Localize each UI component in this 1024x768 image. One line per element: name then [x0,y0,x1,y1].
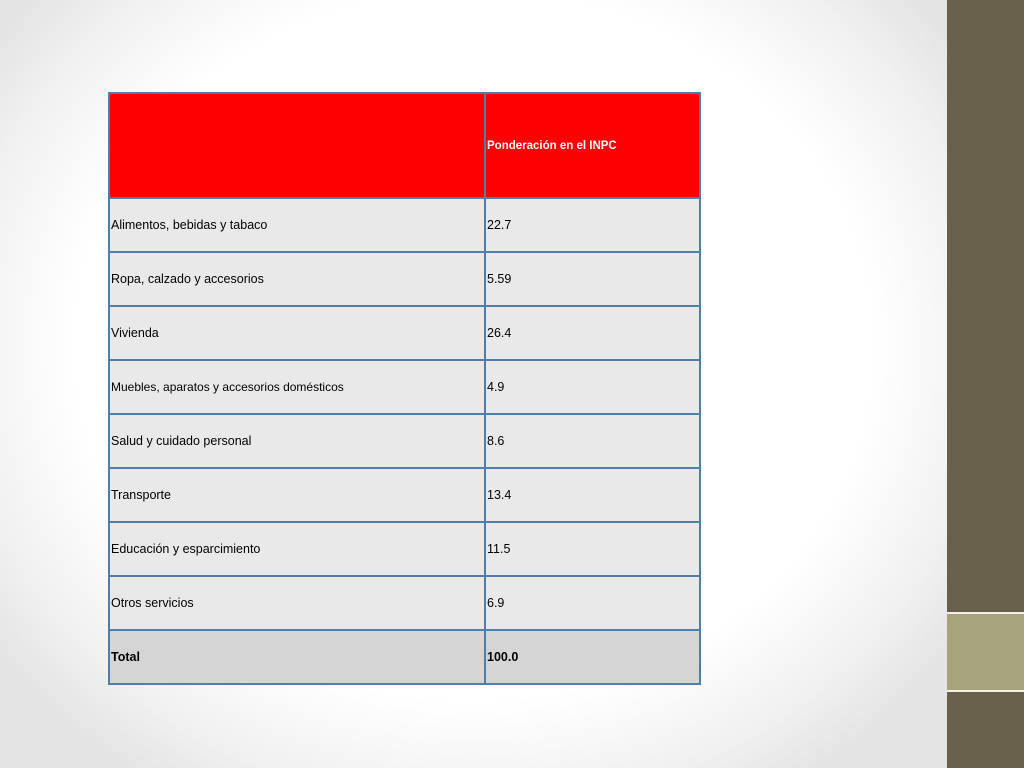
table-row [109,468,700,522]
table-total-row [109,630,700,684]
category-cell: Alimentos, bebidas y tabaco [109,198,485,252]
weight-cell: 4.9 [485,360,700,414]
weight-cell: 22.7 [485,198,700,252]
table-row [109,198,700,252]
header-weight-cell: Ponderación en el INPC [485,93,700,198]
weight-cell: 8.6 [485,414,700,468]
table-row [109,252,700,306]
category-cell: Transporte [109,468,485,522]
table-row [109,576,700,630]
weight-cell: 5.59 [485,252,700,306]
header-corner-cell [109,93,485,198]
category-cell: Otros servicios [109,576,485,630]
weight-cell: 13.4 [485,468,700,522]
table-row [109,414,700,468]
weight-cell: 26.4 [485,306,700,360]
category-cell: Salud y cuidado personal [109,414,485,468]
table-row [109,360,700,414]
side-bar-accent-block [947,614,1024,690]
weight-cell: 6.9 [485,576,700,630]
total-label-cell: Total [109,630,485,684]
category-cell: Educación y esparcimiento [109,522,485,576]
category-cell: Muebles, aparatos y accesorios domésticos [109,360,485,414]
weight-cell: 11.5 [485,522,700,576]
inpc-weights-table [108,92,701,685]
side-bar-divider [947,690,1024,692]
total-weight-cell: 100.0 [485,630,700,684]
table-header-row [109,93,700,198]
table-row [109,522,700,576]
category-cell: Vivienda [109,306,485,360]
category-cell: Ropa, calzado y accesorios [109,252,485,306]
table-row [109,306,700,360]
